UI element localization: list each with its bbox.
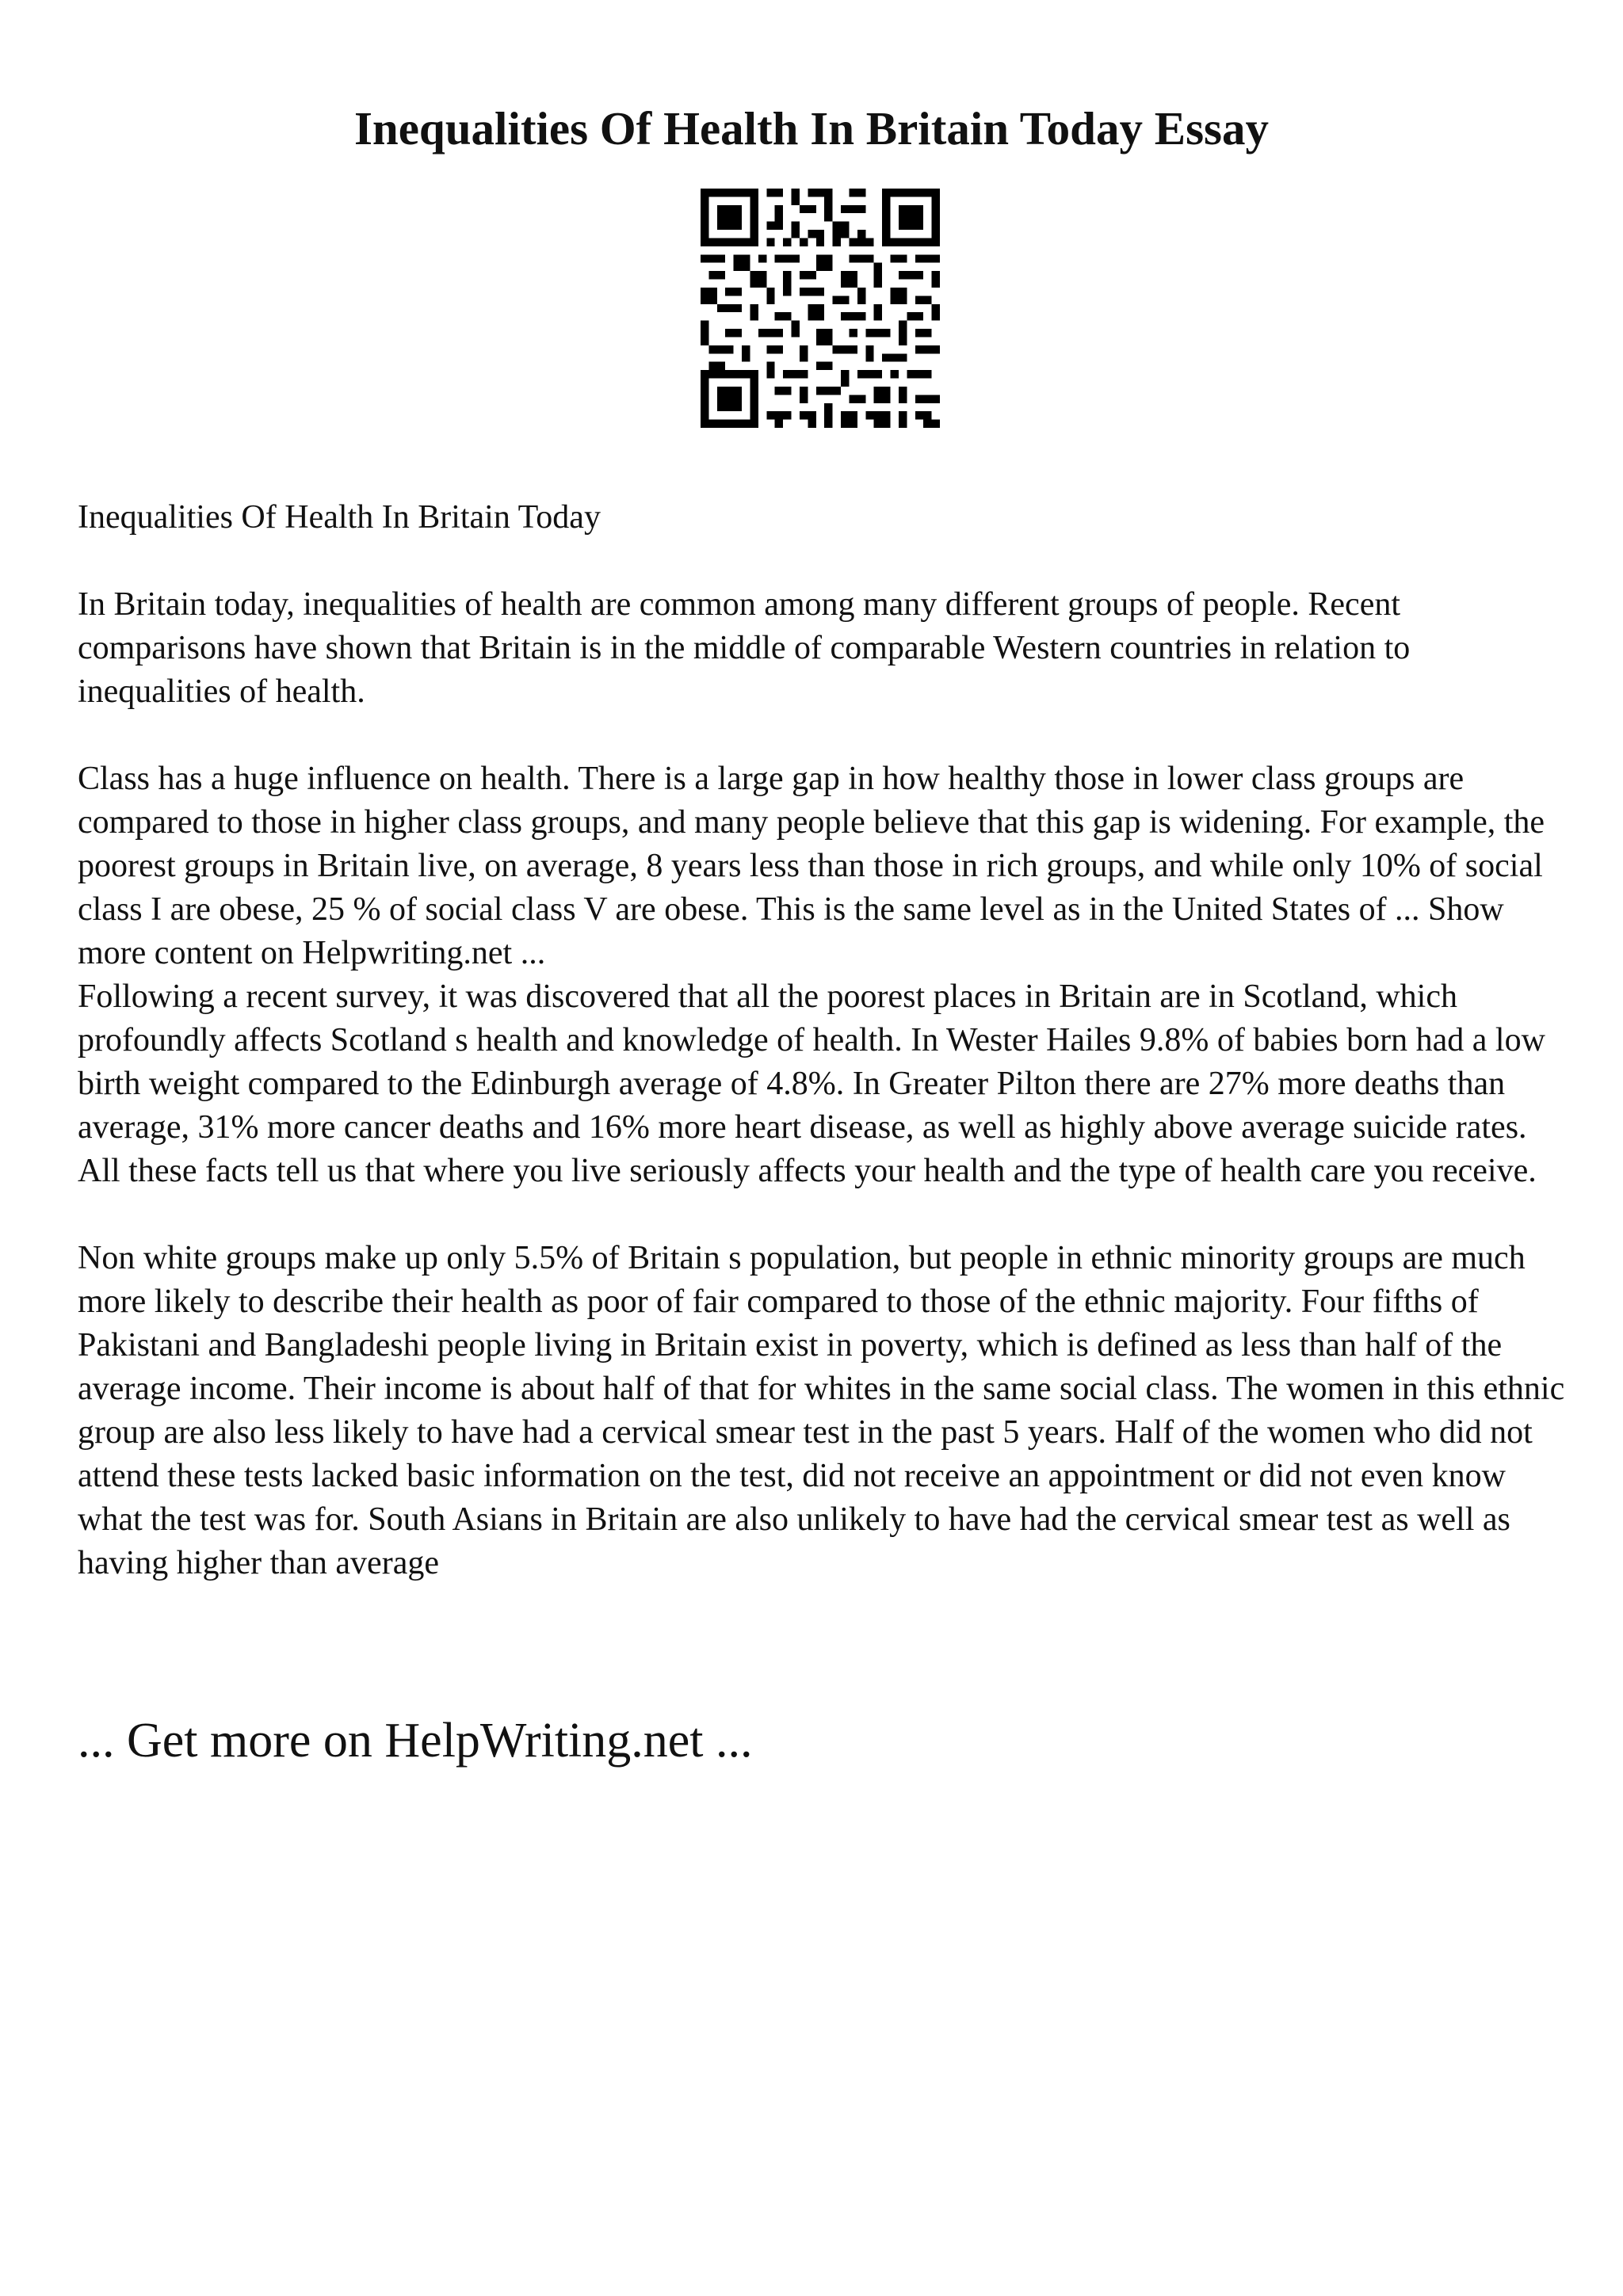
paragraph-class: Class has a huge influence on health. There is a large gap in how healthy those in lower class groups are compared to those in higher class groups, and many people believe that this gap is widening. For example, the poorest groups in Britain live, on average, 8 years less than those in rich groups, and while only 10% of social class I are obese, 25 % of social class V are obese. This is the same level as in the United States of ... Show more content on Helpwriting.net ... [78,761,1545,971]
qr-code-icon[interactable] [701,189,940,428]
paragraph-intro: In Britain today, inequalities of health are common among many different groups of people. Recent comparisons have shown that Britain is in the middle of comparable Western countries in relation to inequalities of health. [78,586,1411,710]
paragraph-ethnicity: Non white groups make up only 5.5% of Britain s population, but people in ethnic minority groups are much more likely to describe their health as poor of fair compared to those of the ethnic majority. Four fifths of Pakistani and Bangladeshi people living in Britain exist in poverty, which is defined as less than half of the average income. Their income is about half of that for whites in the same social class. The women in this ethnic group are also less likely to have had a cervical smear test in the past 5 years. Half of the women who did not attend these tests lacked basic information on the test, did not receive an appointment or did not even know what the test was for. South Asians in Britain are also unlikely to have had the cervical smear test as well as having higher than average [78,1240,1565,1581]
document-title: Inequalities Of Health In Britain Today Essay [353,102,1270,154]
paragraph-scotland: Following a recent survey, it was discovered that all the poorest places in Britain are in Scotland, which profoundly affects Scotland s health and knowledge of health. In Wester Hailes 9.8% of babies born had a low birth weight compared to the Edinburgh average of 4.8%. In Greater Pilton there are 27% more deaths than average, 31% more cancer deaths and 16% more heart disease, as well as highly above average suicide rates. All these facts tell us that where you live seriously affects your health and the type of health care you receive. [78,978,1545,1189]
document-body [78,496,1568,1585]
get-more-link[interactable]: ... Get more on HelpWriting.net ... [78,1714,753,1768]
document-subtitle: Inequalities Of Health In Britain Today [78,499,601,536]
